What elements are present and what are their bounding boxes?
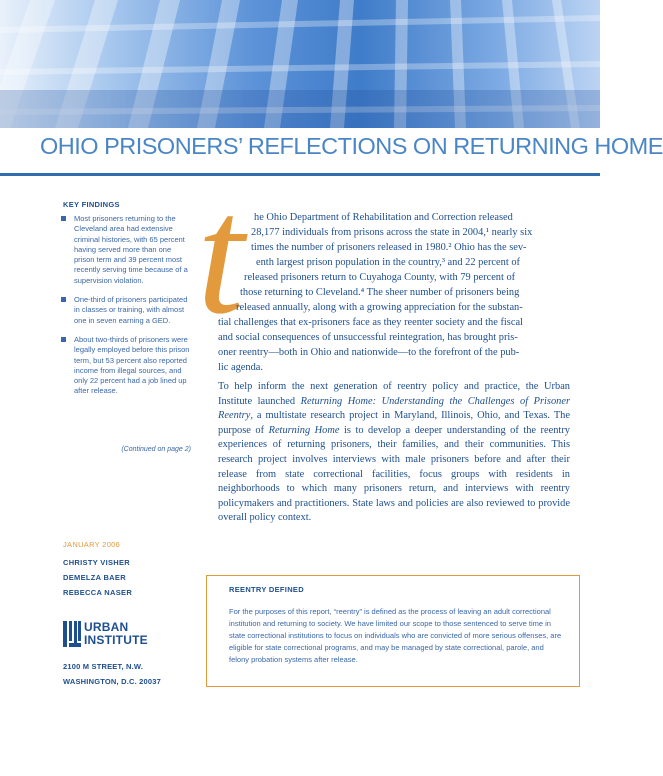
bullet-square-icon [61, 297, 66, 302]
finding-item [60, 295, 192, 326]
finding-text: One-third of prisoners participated in classes or training, with almost one in seven earning a GED. [74, 295, 188, 325]
body-line: and social consequences of unsuccessful reintegration, has brought pris- [218, 332, 518, 343]
project-short-title: Returning Home [268, 424, 340, 436]
body-line: tial challenges that ex-prisoners face as they reenter society and the fiscal [218, 317, 523, 328]
title-divider [0, 173, 600, 176]
body-line: 28,177 individuals from prisons across the state in 2004,¹ nearly six [251, 227, 533, 238]
author-name: CHRISTY VISHER [63, 558, 130, 567]
para2-text-b: , a multistate research project in Maryland, Illinois, Ohio, and Texas. The purpose of [218, 410, 570, 436]
key-findings-list [60, 214, 192, 406]
finding-text: About two-thirds of prisoners were legally employed before this prison term, but 53 percent also reported income from illegal sources, and only 22 percent had a job lined up after release. [74, 334, 190, 396]
author-list [63, 555, 132, 600]
project-paragraph [218, 380, 570, 526]
bullet-square-icon [61, 337, 66, 342]
finding-item [60, 214, 192, 286]
body-line: oner reentry—both in Ohio and nationwide—to the forefront of the pub- [218, 347, 520, 358]
reentry-defined-text: For the purposes of this report, “reentry” is defined as the process of leaving an adult correctional institution and returning to society. We have limited our scope to those sentenced to serve time in state correctional institutions to focus on individuals who are convicted of more serious offenses, are eligible for state correctional programs, and may be managed by state correctional, parole, and felony probation systems after release. [229, 607, 562, 664]
body-line: he Ohio Department of Rehabilitation and Correction released [254, 212, 513, 223]
finding-item [60, 335, 192, 397]
publication-date: JANUARY 2006 [63, 540, 121, 549]
body-line: released prisoners return to Cuyahoga County, with 79 percent of [244, 272, 516, 283]
project-title: Returning Home: Understanding the Challenges of Prisoner Reentry [218, 395, 570, 422]
address-block [63, 659, 161, 689]
author-name: DEMELZA BAER [63, 573, 126, 582]
body-line: enth largest prison population in the country,³ and 22 percent of [256, 257, 520, 268]
author-name: REBECCA NASER [63, 588, 133, 597]
reentry-defined-heading: REENTRY DEFINED [229, 585, 304, 594]
finding-text: Most prisoners returning to the Cleveland area had extensive criminal histories, with 65 percent having served more than one prison term and 39 percent most recently serving time because of a supervision violation. [74, 214, 188, 285]
reentry-defined-box [206, 575, 580, 687]
prison-bars-graphic [0, 0, 600, 128]
body-line: times the number of prisoners released in 1980.² Ohio has the sev- [251, 242, 527, 253]
para2-text-c: is to develop a deeper understanding of the reentry experiences of returning prisoners, their families, and their communities. This research project involves interviews with male prisoners before and after their release from state correctional facilities, focus groups with residents in neighborhoods to which many prisoners return, and interviews with reentry policymakers and practitioners. State laws and policies are also reviewed to provide overall policy context. [218, 424, 570, 524]
key-findings-heading: KEY FINDINGS [63, 200, 120, 209]
body-line: those returning to Cleveland.⁴ The sheer number of prisoners being [240, 287, 520, 298]
body-line: lic agenda. [218, 362, 264, 373]
drop-cap: t [197, 161, 245, 349]
address-line: 2100 M STREET, N.W. [63, 662, 144, 671]
logo-line-1: URBAN [84, 620, 129, 634]
para2-text-a: To help inform the next generation of reentry policy and practice, the Urban Institute launched [218, 381, 570, 407]
logo-line-2: INSTITUTE [84, 633, 148, 647]
urban-institute-logo [63, 621, 148, 647]
header-photo-prison-bars [0, 0, 600, 128]
body-line: released annually, along with a growing appreciation for the substan- [236, 302, 523, 313]
address-line: WASHINGTON, D.C. 20037 [63, 677, 162, 686]
continued-note: (Continued on page 2) [121, 446, 191, 453]
urban-institute-logo-icon [63, 621, 81, 647]
bullet-square-icon [61, 216, 66, 221]
page-title: OHIO PRISONERS’ REFLECTIONS ON RETURNING HOME [40, 133, 663, 159]
